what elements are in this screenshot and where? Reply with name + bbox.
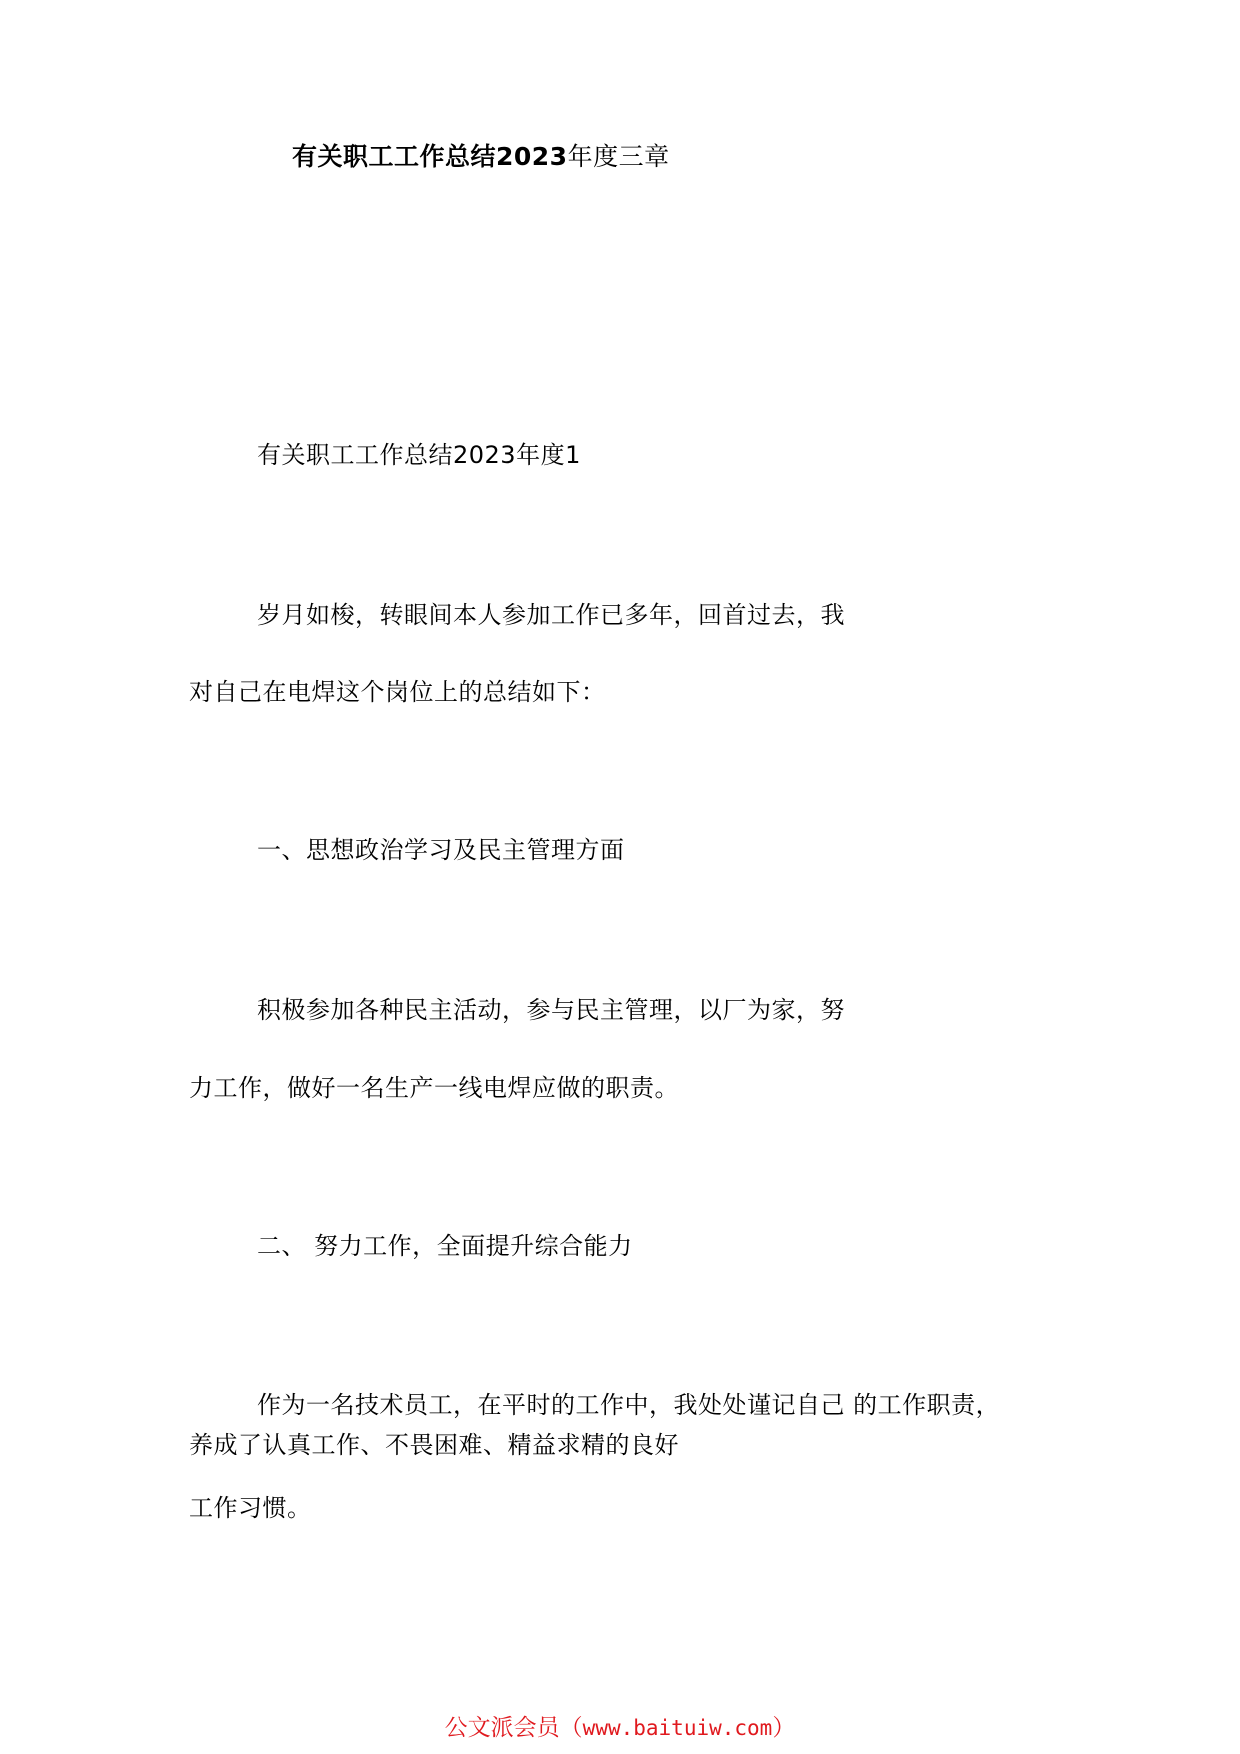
document-title-rest: 年度三章: [567, 142, 670, 171]
heading-2: 二、 努力工作，全面提升综合能力: [257, 1232, 633, 1260]
document-title-bold: 有关职工工作总结2023: [292, 142, 568, 171]
paragraph-3-line-1: 作为一名技术员工，在平时的工作中，我处处谨记自己 的工作职责，: [257, 1391, 1001, 1419]
paragraph-3-line-2: 养成了认真工作、不畏困难、精益求精的良好: [189, 1431, 679, 1459]
footer-label: 公文派会员（: [444, 1715, 583, 1741]
paragraph-3-line-3: 工作习惯。: [189, 1494, 312, 1522]
paragraph-2-line-2: 力工作，做好一名生产一线电焊应做的职责。: [189, 1074, 679, 1102]
footer-watermark: [0, 1714, 1240, 1742]
paragraph-1-line-1: 岁月如梭，转眼间本人参加工作已多年，回首过去，我: [257, 601, 845, 629]
paragraph-2-line-1: 积极参加各种民主活动，参与民主管理，以厂为家，努: [257, 996, 845, 1024]
section-heading: 有关职工工作总结2023年度1: [257, 441, 581, 469]
footer-close: ）: [772, 1715, 796, 1741]
heading-1: 一、思想政治学习及民主管理方面: [257, 836, 625, 864]
footer-url: www.baituiw.com: [582, 1716, 773, 1740]
document-title: [292, 142, 670, 172]
paragraph-1-line-2: 对自己在电焊这个岗位上的总结如下：: [189, 678, 606, 706]
